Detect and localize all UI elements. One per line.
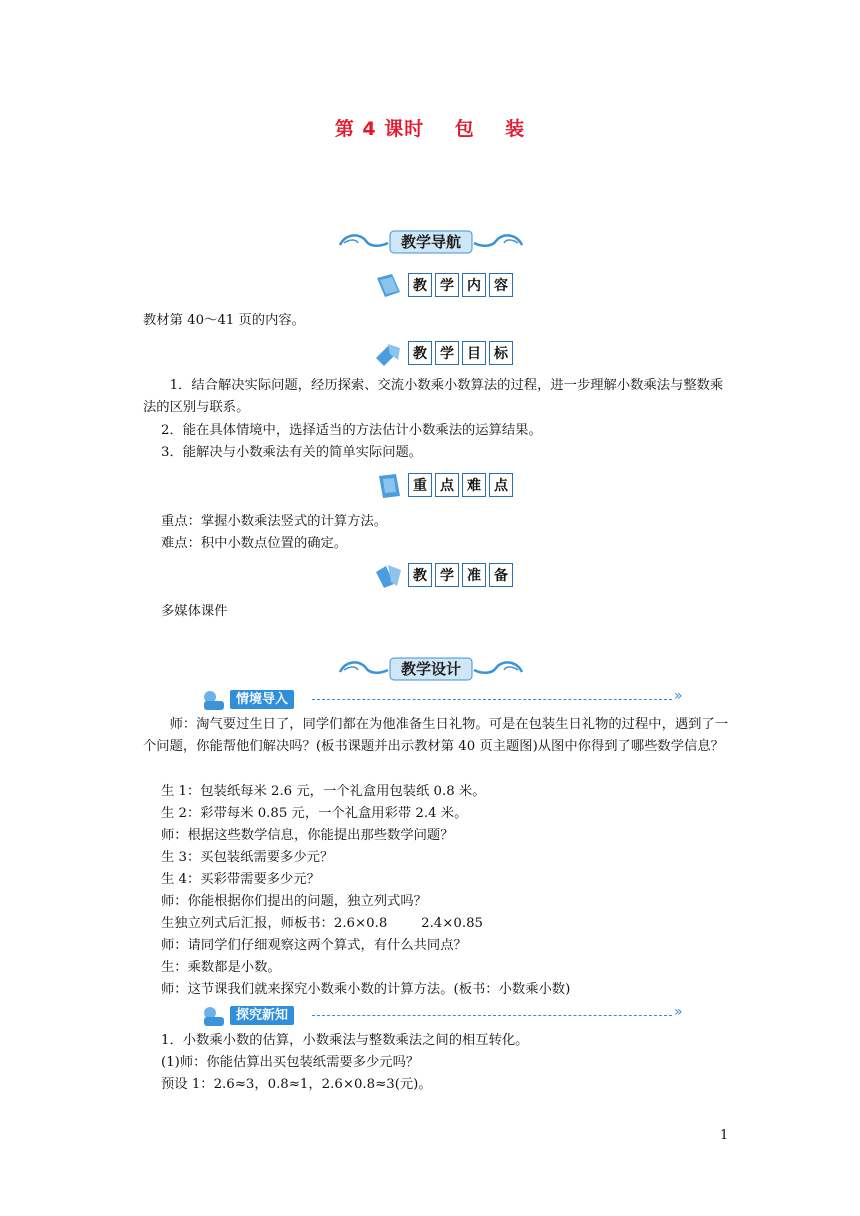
section-divider — [312, 1015, 672, 1016]
teacher-icon — [200, 689, 228, 711]
dialog-line: 生 4：买彩带需要多少元？ — [161, 872, 320, 887]
subhead-char: 内 — [462, 273, 486, 297]
intro-paragraph: 师：淘气要过生日了，同学们都在为他准备生日礼物。可是在包装生日礼物的过程中，遇到了一个问题，你能帮他们解决吗？(板书课题并出示教材第 40 页主题图)从图中你得到了哪些数学信息？ — [143, 717, 729, 755]
dialog-line: 师：请同学们仔细观察这两个算式，有什么共同点？ — [161, 938, 467, 953]
dialog-line: 生独立列式后汇报，师板书：2.6×0.8 2.4×0.85 — [161, 916, 484, 931]
banner-label: 教学设计 — [400, 660, 461, 678]
subhead-char: 重 — [408, 473, 432, 497]
goal-item-3: 3．能解决与小数乘法有关的简单实际问题。 — [161, 445, 423, 460]
subhead-char: 标 — [489, 341, 513, 365]
teacher-icon — [200, 1005, 228, 1027]
banner-teaching-navigation — [336, 229, 526, 255]
dialog-line: 生 3：买包装纸需要多少元？ — [161, 850, 334, 865]
double-arrow-icon: » — [674, 688, 683, 704]
lesson-title: 第 4 课时 包 装 — [334, 118, 526, 140]
dialog-line: 生 2：彩带每米 0.85 元，一个礼盒用彩带 2.4 米。 — [161, 806, 468, 821]
explore-line: (1)师：你能估算出买包装纸需要多少元吗？ — [161, 1055, 420, 1070]
subhead-char: 教 — [408, 563, 432, 587]
banner-label: 教学导航 — [400, 233, 461, 251]
key-point: 重点：掌握小数乘法竖式的计算方法。 — [161, 514, 388, 529]
page-number: 1 — [720, 1128, 729, 1143]
content-text: 教材第 40～41 页的内容。 — [143, 313, 305, 328]
subhead-char: 教 — [408, 273, 432, 297]
section-scenario-intro — [200, 689, 700, 711]
explore-line: 1．小数乘小数的估算，小数乘法与整数乘法之间的相互转化。 — [161, 1033, 529, 1048]
subhead-char: 目 — [462, 341, 486, 365]
explore-line: 预设 1：2.6≈3，0.8≈1，2.6×0.8≈3(元)。 — [161, 1077, 432, 1092]
subhead-char: 准 — [462, 563, 486, 587]
subhead-char: 点 — [489, 473, 513, 497]
tools-icon — [374, 562, 404, 590]
notebook-icon — [374, 472, 404, 500]
pencil-book-icon — [374, 340, 404, 368]
goal-item-1: 1．结合解决实际问题，经历探索、交流小数乘小数算法的过程，进一步理解小数乘法与整数乘法的区别与联系。 — [143, 378, 724, 416]
goal-item-2: 2．能在具体情境中，选择适当的方法估计小数乘法的运算结果。 — [161, 423, 542, 438]
banner-teaching-design — [336, 656, 526, 682]
subhead-char: 备 — [489, 563, 513, 587]
subhead-char: 学 — [435, 341, 459, 365]
dialog-line: 生：乘数都是小数。 — [161, 960, 281, 975]
dialog-line: 师：你能根据你们提出的问题，独立列式吗？ — [161, 894, 427, 909]
subhead-char: 容 — [489, 273, 513, 297]
section-label: 情境导入 — [230, 690, 294, 709]
section-label: 探究新知 — [230, 1006, 294, 1025]
dialog-line: 生 1：包装纸每米 2.6 元，一个礼盒用包装纸 0.8 米。 — [161, 784, 486, 799]
subhead-char: 点 — [435, 473, 459, 497]
difficulty: 难点：积中小数点位置的确定。 — [161, 536, 348, 551]
subhead-char: 学 — [435, 563, 459, 587]
subhead-char: 学 — [435, 273, 459, 297]
dialog-line: 师：这节课我们就来探究小数乘小数的计算方法。(板书：小数乘小数) — [161, 982, 571, 997]
prep-text: 多媒体课件 — [161, 604, 228, 619]
section-explore — [200, 1005, 700, 1027]
subhead-char: 难 — [462, 473, 486, 497]
double-arrow-icon: » — [674, 1004, 683, 1020]
dialog-line: 师：根据这些数学信息，你能提出那些数学问题？ — [161, 828, 454, 843]
subhead-char: 教 — [408, 341, 432, 365]
section-divider — [312, 699, 672, 700]
book-icon — [374, 272, 404, 300]
